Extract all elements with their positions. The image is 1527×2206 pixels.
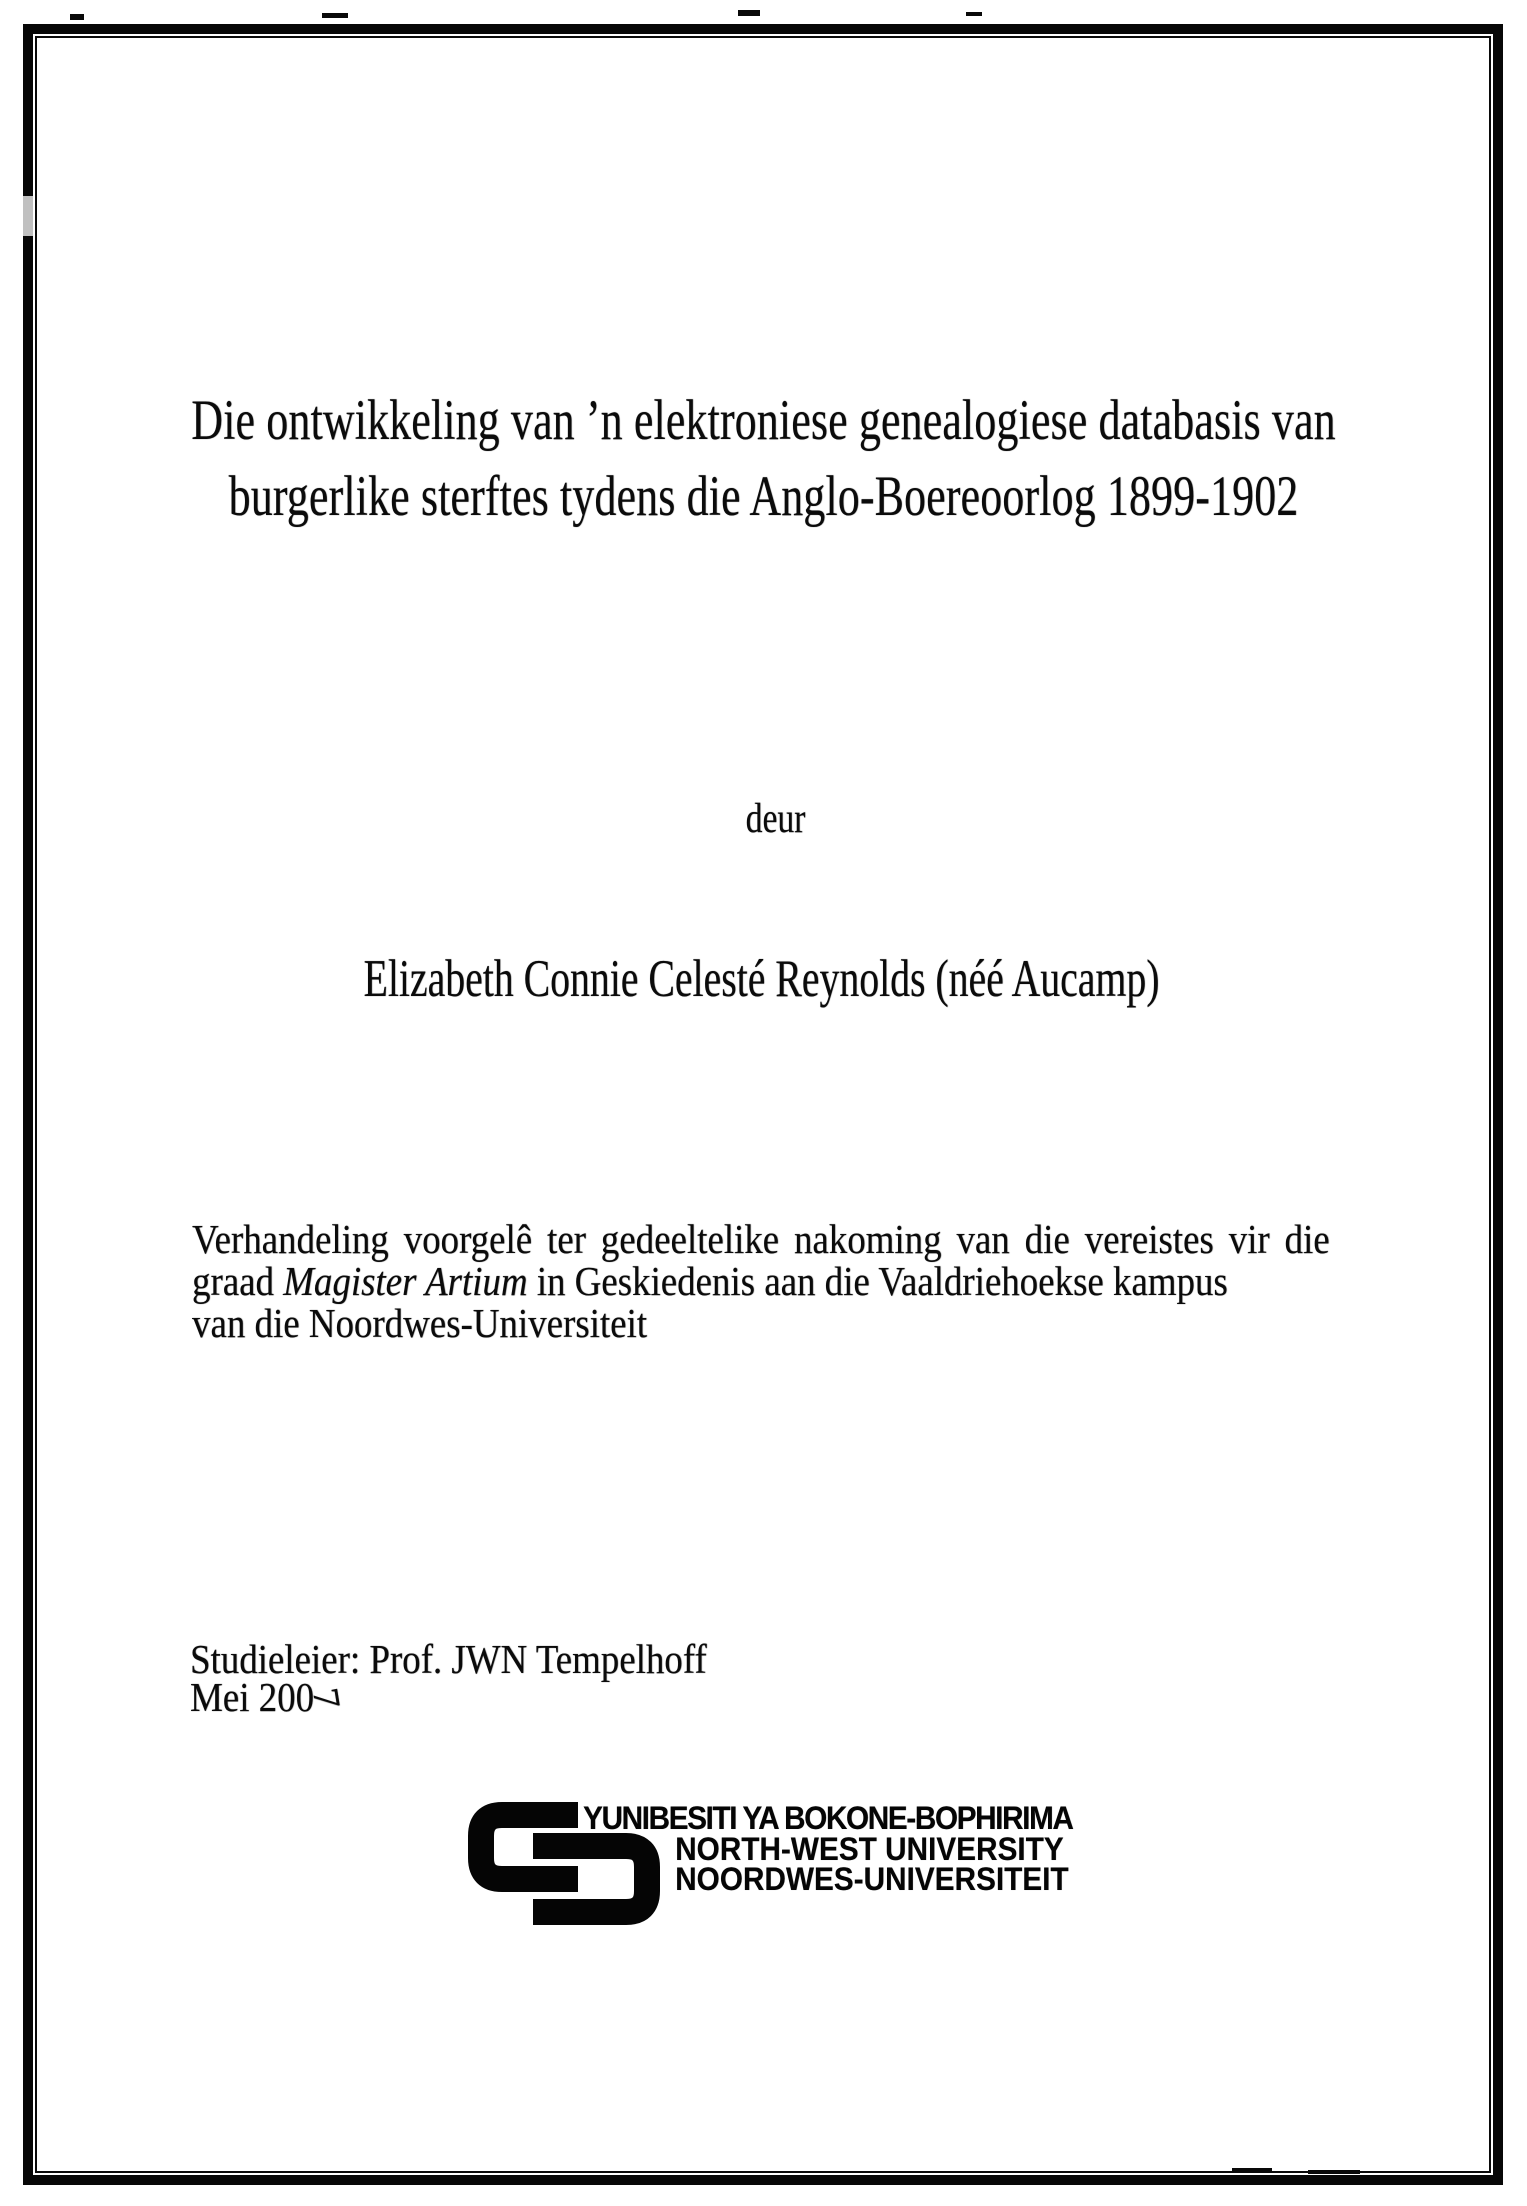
scan-artifact	[966, 12, 982, 16]
author-name: Elizabeth Connie Celesté Reynolds (néé Aucamp)	[363, 950, 1160, 1008]
supervisor-block	[190, 1636, 707, 1720]
nwu-wordmark	[583, 1800, 1073, 1897]
degree-line2-suffix: in Geskiedenis aan die Vaaldriehoekse kampus	[527, 1258, 1228, 1304]
degree-statement-line-2	[192, 1260, 1330, 1302]
byline-deur: deur	[745, 796, 806, 842]
date-prefix: Mei 200	[190, 1674, 315, 1720]
scan-artifact	[70, 14, 84, 20]
degree-statement	[192, 1218, 1330, 1344]
nwu-wordmark-line-1: YUNIBESITI YA BOKONE-BOPHIRIMA	[583, 1800, 1073, 1836]
scan-artifact	[322, 13, 348, 18]
thesis-title-line-1: Die ontwikkeling van ’n elektroniese genealogiese databasis van	[191, 389, 1336, 452]
degree-statement-line-1: Verhandeling voorgelê ter gedeeltelike nakoming van die vereistes vir die	[192, 1216, 1330, 1262]
supervisor-line: Studieleier: Prof. JWN Tempelhoff	[190, 1636, 707, 1682]
degree-name-italic: Magister Artium	[283, 1258, 528, 1304]
nwu-wordmark-line-3: NOORDWES-UNIVERSITEIT	[675, 1861, 1069, 1897]
date-line	[190, 1674, 707, 1720]
scan-artifact	[1308, 2170, 1360, 2174]
scan-artifact	[738, 10, 760, 16]
degree-line2-prefix: graad	[192, 1258, 284, 1304]
thesis-title-line-2: burgerlike sterftes tydens die Anglo-Boereoorlog 1899-1902	[228, 465, 1299, 528]
degree-statement-line-3: van die Noordwes-Universiteit	[192, 1300, 647, 1346]
scan-artifact	[22, 196, 34, 236]
scan-artifact	[1232, 2168, 1272, 2172]
thesis-title	[176, 383, 1352, 535]
date-last-digit: 7	[304, 1684, 349, 1713]
nwu-wordmark-line-2: NORTH-WEST UNIVERSITY	[675, 1830, 1064, 1867]
